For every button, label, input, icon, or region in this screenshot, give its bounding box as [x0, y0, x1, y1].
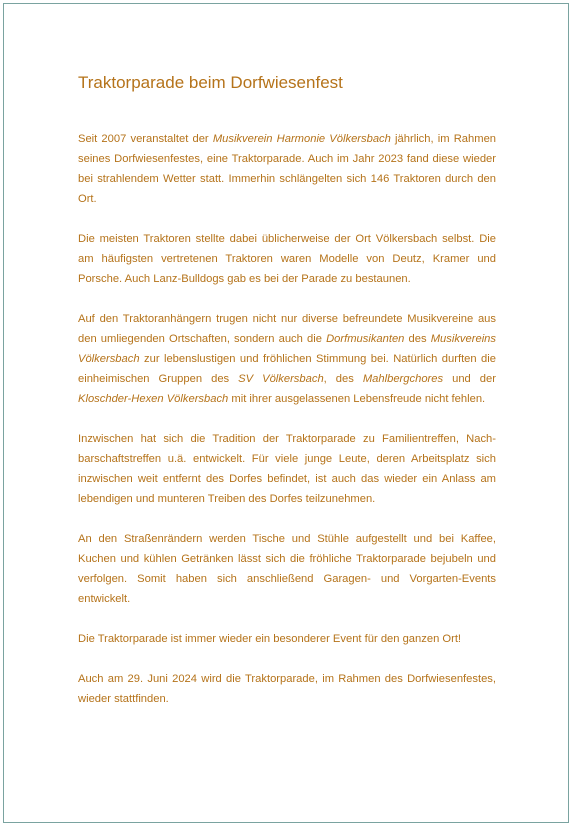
paragraph-text: , des — [323, 373, 363, 385]
paragraph-tradition: Inzwischen hat sich die Tradition der Traktorparade zu Familientreffen, Nachbarschaftstreffen u.ä. entwickelt. Für viele junge Leute, deren Arbeitsplatz sich inzwischen weit entfernt des Dorfes befindet, ist auch das wieder ein Anlass am lebendigen und munteren Treiben des Dorfes teilzunehmen. — [78, 433, 496, 505]
paragraph-special-event: Die Traktorparade ist immer wieder ein besonderer Event für den ganzen Ort! — [78, 633, 462, 645]
paragraph-text: und der — [443, 373, 496, 385]
emphasis-text: Mahlbergchores — [362, 373, 444, 385]
document-title: Traktorparade beim Dorfwiesenfest — [78, 73, 343, 92]
paragraph-music-groups — [78, 309, 496, 409]
paragraph-text: zur lebenslustigen und fröhlichen Stimmung bei. Natürlich durften die einheimischen Gruppen des — [78, 353, 496, 385]
paragraph-intro — [78, 129, 496, 209]
paragraph-text: mit ihrer ausgelassenen Lebensfreude nicht fehlen. — [228, 393, 486, 405]
paragraph-text: Auf den Traktoranhängern trugen nicht nur diverse befreundete Musikvereine aus den umliegenden Ortschaften, sondern auch die — [78, 313, 496, 345]
emphasis-text: Kloschder-Hexen Völkersbach — [78, 393, 229, 405]
paragraph-text: jährlich, im Rahmen seines Dorfwiesenfestes, eine Traktorparade. Auch im Jahr 2023 fand diese wieder bei strahlendem Wetter statt. Immerhin schlängelten sich 146 Traktoren durch den Ort. — [78, 133, 497, 205]
paragraph-next-date: Auch am 29. Juni 2024 wird die Traktorparade, im Rahmen des Dorfwiesenfestes, wieder stattfinden. — [78, 673, 496, 705]
paragraph-roadside: An den Straßenrändern werden Tische und Stühle aufgestellt und bei Kaffee, Kuchen und kühlen Getränken lässt sich die fröhliche Traktorparade bejubeln und verfolgen. Somit haben sich anschließend Garagen- und Vorgarten-Events entwickelt. — [78, 533, 496, 605]
paragraph-text: Seit 2007 veranstaltet der — [78, 133, 213, 145]
emphasis-text: SV Völkersbach — [238, 373, 324, 385]
emphasis-text: Musikvereins Völkersbach — [78, 333, 496, 365]
paragraph-tractors: Die meisten Traktoren stellte dabei üblicherweise der Ort Völkersbach selbst. Die am häufigsten vertretenen Traktoren waren Modelle von Deutz, Kramer und Porsche. Auch Lanz-Bulldogs gab es bei der Parade zu bestaunen. — [78, 233, 496, 285]
emphasis-text: Musikverein Harmonie Völkersbach — [212, 133, 391, 145]
emphasis-text: Dorfmusikanten — [326, 333, 405, 345]
paragraph-text: des — [404, 333, 431, 345]
document-body — [78, 70, 496, 729]
